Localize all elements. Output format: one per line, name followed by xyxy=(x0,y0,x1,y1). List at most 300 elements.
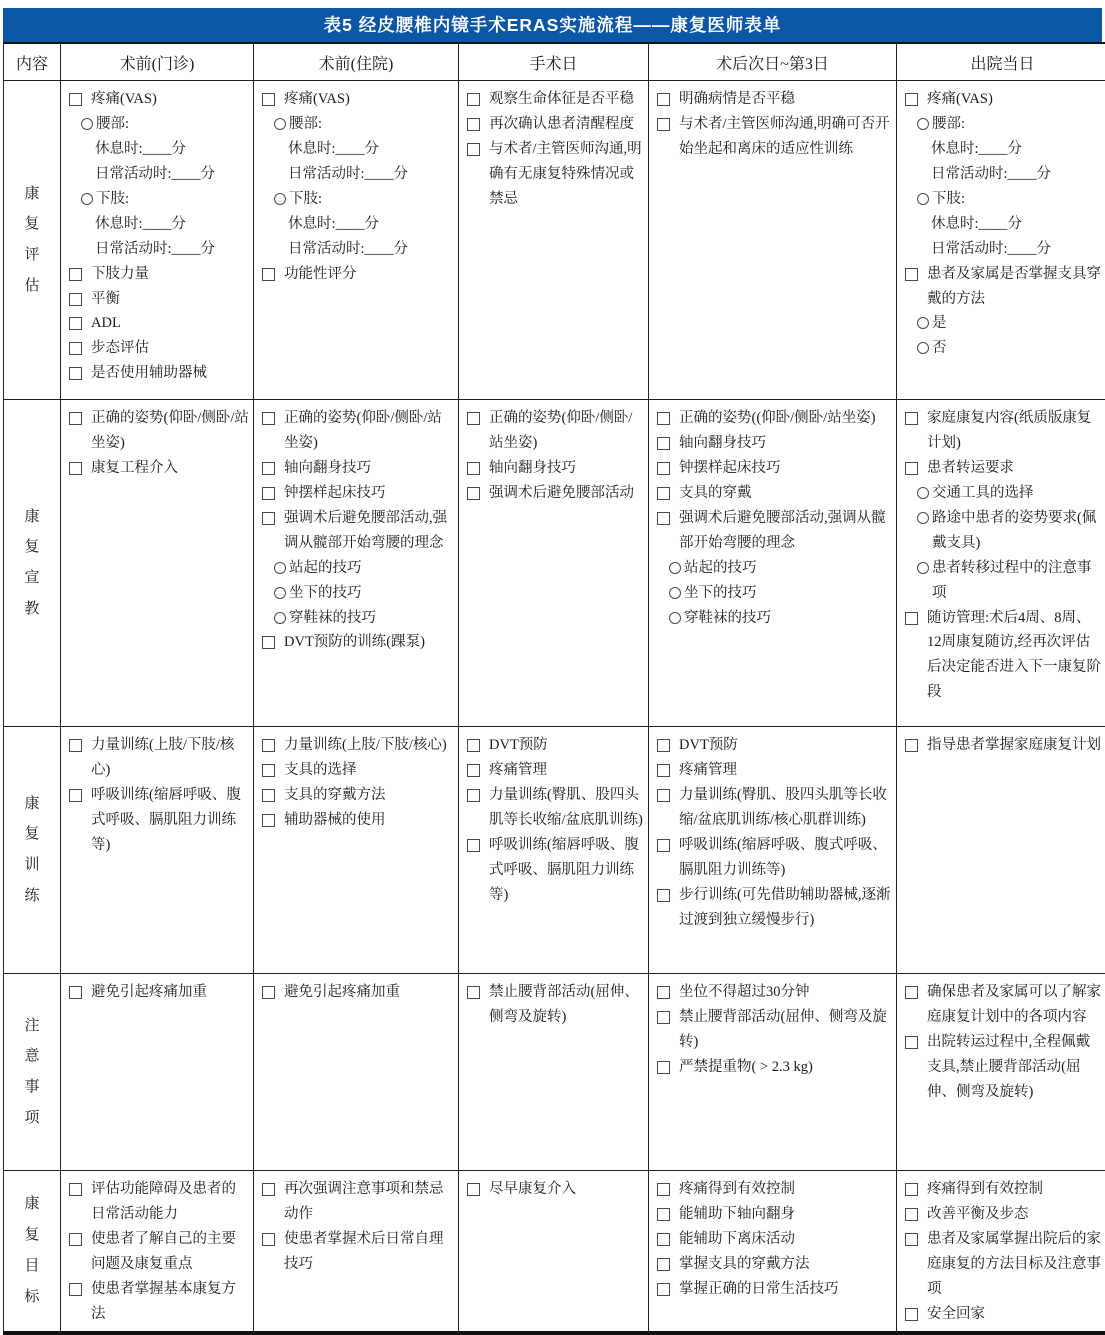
empty-checkbox-icon xyxy=(905,1308,918,1321)
empty-radio-circle-icon xyxy=(669,562,681,574)
list-item xyxy=(68,336,249,361)
empty-checkbox-icon xyxy=(69,462,82,475)
empty-checkbox-icon xyxy=(262,739,275,752)
item-text: 坐下的技巧 xyxy=(684,581,757,606)
empty-checkbox-icon xyxy=(262,1183,275,1196)
empty-checkbox-icon xyxy=(69,412,82,425)
item-text: 禁止腰背部活动(屈伸、侧弯及旋转) xyxy=(679,1005,892,1055)
item-text: 疼痛管理 xyxy=(489,758,547,783)
list-item xyxy=(656,406,892,431)
empty-checkbox-icon xyxy=(905,1233,918,1246)
item-text: 钟摆样起床技巧 xyxy=(679,456,781,481)
empty-checkbox-icon xyxy=(657,462,670,475)
empty-checkbox-icon xyxy=(657,986,670,999)
cell-r1-c3 xyxy=(649,400,897,727)
item-text: 站起的技巧 xyxy=(289,556,362,581)
list-item xyxy=(904,506,1104,556)
item-text: 下肢: xyxy=(932,187,965,212)
item-text: 正确的姿势(仰卧/侧卧/站坐姿) xyxy=(284,406,454,456)
row-label-4 xyxy=(4,1171,61,1333)
list-item xyxy=(656,833,892,883)
empty-checkbox-icon xyxy=(657,1258,670,1271)
table-title: 表5 经皮腰椎内镜手术ERAS实施流程——康复医师表单 xyxy=(3,8,1102,42)
list-item xyxy=(261,1227,454,1277)
empty-radio-circle-icon xyxy=(917,487,929,499)
empty-checkbox-icon xyxy=(69,317,82,330)
item-text: 腰部: xyxy=(96,112,129,137)
cell-r1-c2 xyxy=(459,400,649,727)
item-text: 日常活动时:____分 xyxy=(95,237,249,262)
item-text: 患者及家属是否掌握支具穿戴的方法 xyxy=(927,262,1104,312)
item-text: 休息时:____分 xyxy=(95,212,249,237)
row-label-0 xyxy=(4,81,61,400)
cell-r4-c3 xyxy=(649,1171,897,1333)
item-text: 平衡 xyxy=(91,287,120,312)
cell-r2-c3 xyxy=(649,727,897,974)
item-text: 与术者/主管医师沟通,明确可否开始坐起和离床的适应性训练 xyxy=(679,112,892,162)
empty-radio-circle-icon xyxy=(81,118,93,130)
item-text: 正确的姿势(仰卧/侧卧/站坐姿) xyxy=(91,406,249,456)
list-item xyxy=(68,733,249,783)
list-item xyxy=(904,336,1104,361)
empty-radio-circle-icon xyxy=(81,193,93,205)
table-row xyxy=(4,81,1105,400)
empty-checkbox-icon xyxy=(262,789,275,802)
list-item xyxy=(656,1227,892,1252)
list-item xyxy=(656,506,892,556)
list-item xyxy=(656,1252,892,1277)
item-text: 使患者了解自己的主要问题及康复重点 xyxy=(91,1227,249,1277)
cell-r0-c4 xyxy=(897,81,1105,400)
cell-r2-c2 xyxy=(459,727,649,974)
empty-checkbox-icon xyxy=(69,268,82,281)
item-text: 疼痛得到有效控制 xyxy=(927,1177,1043,1202)
list-item xyxy=(261,481,454,506)
empty-checkbox-icon xyxy=(467,412,480,425)
list-item xyxy=(261,87,454,112)
empty-checkbox-icon xyxy=(905,93,918,106)
item-text: 患者及家属掌握出院后的家庭康复的方法目标及注意事项 xyxy=(927,1227,1104,1302)
list-item xyxy=(261,406,454,456)
list-item xyxy=(68,287,249,312)
empty-checkbox-icon xyxy=(467,462,480,475)
item-text: 支具的穿戴 xyxy=(679,481,752,506)
item-text: 呼吸训练(缩唇呼吸、腹式呼吸、膈肌阻力训练等) xyxy=(91,783,249,858)
empty-checkbox-icon xyxy=(657,889,670,902)
cell-r4-c2 xyxy=(459,1171,649,1333)
header-row xyxy=(4,43,1105,81)
cell-r0-c2 xyxy=(459,81,649,400)
item-text: 强调术后避免腰部活动,强调从髋部开始弯腰的理念 xyxy=(284,506,454,556)
row-label-text: 康复训练 xyxy=(24,789,41,912)
item-text: 与术者/主管医师沟通,明确有无康复特殊情况或禁忌 xyxy=(489,137,644,212)
empty-checkbox-icon xyxy=(905,1036,918,1049)
list-item xyxy=(68,783,249,858)
item-text: 钟摆样起床技巧 xyxy=(284,481,386,506)
item-text: 呼吸训练(缩唇呼吸、腹式呼吸、膈肌阻力训练等) xyxy=(679,833,892,883)
item-text: 改善平衡及步态 xyxy=(927,1202,1029,1227)
item-text: 休息时:____分 xyxy=(95,137,249,162)
empty-radio-circle-icon xyxy=(917,342,929,354)
column-header-1: 术前(门诊) xyxy=(61,43,254,81)
column-header-3: 手术日 xyxy=(459,43,649,81)
list-item xyxy=(261,581,454,606)
empty-checkbox-icon xyxy=(657,412,670,425)
item-text: DVT预防 xyxy=(489,733,548,758)
item-text: 步态评估 xyxy=(91,336,149,361)
column-header-4: 术后次日~第3日 xyxy=(649,43,897,81)
empty-checkbox-icon xyxy=(262,487,275,500)
empty-checkbox-icon xyxy=(69,1183,82,1196)
empty-checkbox-icon xyxy=(905,412,918,425)
empty-checkbox-icon xyxy=(657,1283,670,1296)
list-item xyxy=(68,187,249,212)
cell-r3-c2 xyxy=(459,974,649,1171)
item-text: 否 xyxy=(932,336,947,361)
list-item xyxy=(904,112,1104,137)
item-text: 休息时:____分 xyxy=(931,137,1104,162)
cell-r4-c1 xyxy=(254,1171,459,1333)
empty-checkbox-icon xyxy=(69,93,82,106)
row-label-2 xyxy=(4,727,61,974)
empty-checkbox-icon xyxy=(657,512,670,525)
item-text: 患者转运要求 xyxy=(927,456,1014,481)
cell-r2-c0 xyxy=(61,727,254,974)
list-item xyxy=(904,556,1104,606)
item-text: 下肢力量 xyxy=(91,262,149,287)
item-text: 休息时:____分 xyxy=(288,212,454,237)
item-text: 正确的姿势(仰卧/侧卧/站坐姿) xyxy=(489,406,644,456)
cell-r1-c1 xyxy=(254,400,459,727)
list-item xyxy=(904,406,1104,456)
row-label-1 xyxy=(4,400,61,727)
item-text: 下肢: xyxy=(289,187,322,212)
empty-checkbox-icon xyxy=(467,143,480,156)
list-item xyxy=(68,262,249,287)
item-text: 轴向翻身技巧 xyxy=(284,456,371,481)
cell-r2-c1 xyxy=(254,727,459,974)
list-item xyxy=(261,137,454,162)
item-text: 休息时:____分 xyxy=(931,212,1104,237)
list-item xyxy=(261,237,454,262)
list-item xyxy=(904,1202,1104,1227)
empty-checkbox-icon xyxy=(905,462,918,475)
cell-r3-c4 xyxy=(897,974,1105,1171)
empty-checkbox-icon xyxy=(657,839,670,852)
list-item xyxy=(68,1227,249,1277)
list-item xyxy=(261,112,454,137)
list-item xyxy=(68,162,249,187)
list-item xyxy=(68,237,249,262)
list-item xyxy=(656,581,892,606)
item-text: DVT预防的训练(踝泵) xyxy=(284,630,425,655)
item-text: 康复工程介入 xyxy=(91,456,178,481)
empty-checkbox-icon xyxy=(657,1183,670,1196)
empty-checkbox-icon xyxy=(657,93,670,106)
item-text: 路途中患者的姿势要求(佩戴支具) xyxy=(932,506,1104,556)
item-text: 尽早康复介入 xyxy=(489,1177,576,1202)
item-text: 安全回家 xyxy=(927,1302,985,1327)
list-item xyxy=(466,87,644,112)
table-row xyxy=(4,727,1105,974)
item-text: 疼痛(VAS) xyxy=(91,87,157,112)
item-text: 步行训练(可先借助辅助器械,逐渐过渡到独立缓慢步行) xyxy=(679,883,892,933)
empty-checkbox-icon xyxy=(69,1233,82,1246)
column-header-5: 出院当日 xyxy=(897,43,1105,81)
list-item xyxy=(904,980,1104,1030)
empty-radio-circle-icon xyxy=(917,118,929,130)
item-text: 使患者掌握术后日常自理技巧 xyxy=(284,1227,454,1277)
list-item xyxy=(656,481,892,506)
list-item xyxy=(466,783,644,833)
list-item xyxy=(904,1227,1104,1302)
item-text: 力量训练(上肢/下肢/核心) xyxy=(284,733,447,758)
list-item xyxy=(261,262,454,287)
empty-radio-circle-icon xyxy=(274,118,286,130)
empty-radio-circle-icon xyxy=(669,612,681,624)
list-item xyxy=(466,137,644,212)
list-item xyxy=(68,456,249,481)
item-text: 正确的姿势((仰卧/侧卧/站坐姿) xyxy=(679,406,876,431)
empty-checkbox-icon xyxy=(467,118,480,131)
empty-checkbox-icon xyxy=(262,512,275,525)
table-body xyxy=(4,81,1105,1333)
item-text: DVT预防 xyxy=(679,733,738,758)
list-item xyxy=(656,87,892,112)
list-item xyxy=(68,361,249,386)
empty-checkbox-icon xyxy=(69,739,82,752)
eras-checklist-table xyxy=(3,42,1105,1335)
list-item xyxy=(904,606,1104,706)
empty-radio-circle-icon xyxy=(917,193,929,205)
list-item xyxy=(68,311,249,336)
empty-checkbox-icon xyxy=(262,986,275,999)
list-item xyxy=(904,137,1104,162)
item-text: 严禁提重物( > 2.3 kg) xyxy=(679,1055,813,1080)
item-text: 明确病情是否平稳 xyxy=(679,87,795,112)
empty-checkbox-icon xyxy=(657,487,670,500)
item-text: 日常活动时:____分 xyxy=(95,162,249,187)
item-text: 出院转运过程中,全程佩戴支具,禁止腰背部活动(屈伸、侧弯及旋转) xyxy=(927,1030,1104,1105)
item-text: 力量训练(上肢/下肢/核心) xyxy=(91,733,249,783)
item-text: 交通工具的选择 xyxy=(932,481,1034,506)
item-text: 指导患者掌握家庭康复计划 xyxy=(927,733,1101,758)
item-text: 疼痛(VAS) xyxy=(927,87,993,112)
column-header-0: 内容 xyxy=(4,43,61,81)
empty-radio-circle-icon xyxy=(274,612,286,624)
empty-checkbox-icon xyxy=(467,1183,480,1196)
cell-r3-c0 xyxy=(61,974,254,1171)
cell-r2-c4 xyxy=(897,727,1105,974)
row-label-3 xyxy=(4,974,61,1171)
column-header-2: 术前(住院) xyxy=(254,43,459,81)
list-item xyxy=(68,137,249,162)
item-text: 避免引起疼痛加重 xyxy=(91,980,207,1005)
item-text: 呼吸训练(缩唇呼吸、腹式呼吸、膈肌阻力训练等) xyxy=(489,833,644,908)
list-item xyxy=(656,1005,892,1055)
item-text: 休息时:____分 xyxy=(288,137,454,162)
row-label-text: 康复评估 xyxy=(24,179,41,302)
empty-checkbox-icon xyxy=(69,1283,82,1296)
list-item xyxy=(261,808,454,833)
list-item xyxy=(68,406,249,456)
row-label-text: 康复目标 xyxy=(24,1189,41,1312)
table-row xyxy=(4,974,1105,1171)
list-item xyxy=(656,783,892,833)
list-item xyxy=(261,212,454,237)
list-item xyxy=(904,262,1104,312)
empty-radio-circle-icon xyxy=(274,587,286,599)
item-text: 功能性评分 xyxy=(284,262,357,287)
list-item xyxy=(261,758,454,783)
empty-checkbox-icon xyxy=(905,1183,918,1196)
list-item xyxy=(466,481,644,506)
table-row xyxy=(4,400,1105,727)
list-item xyxy=(466,833,644,908)
list-item xyxy=(656,606,892,631)
item-text: 患者转移过程中的注意事项 xyxy=(932,556,1104,606)
list-item xyxy=(904,1177,1104,1202)
empty-checkbox-icon xyxy=(657,1061,670,1074)
item-text: 掌握支具的穿戴方法 xyxy=(679,1252,810,1277)
empty-checkbox-icon xyxy=(657,1233,670,1246)
cell-r0-c1 xyxy=(254,81,459,400)
list-item xyxy=(656,1277,892,1302)
list-item xyxy=(68,87,249,112)
row-label-text: 康复宣教 xyxy=(24,502,41,625)
empty-checkbox-icon xyxy=(905,1208,918,1221)
item-text: 坐下的技巧 xyxy=(289,581,362,606)
list-item xyxy=(904,733,1104,758)
item-text: 日常活动时:____分 xyxy=(288,237,454,262)
empty-checkbox-icon xyxy=(262,268,275,281)
empty-checkbox-icon xyxy=(467,789,480,802)
empty-checkbox-icon xyxy=(69,986,82,999)
item-text: 使患者掌握基本康复方法 xyxy=(91,1277,249,1327)
empty-checkbox-icon xyxy=(905,268,918,281)
cell-r0-c0 xyxy=(61,81,254,400)
item-text: 辅助器械的使用 xyxy=(284,808,386,833)
empty-checkbox-icon xyxy=(467,739,480,752)
list-item xyxy=(261,630,454,655)
item-text: 力量训练(臀肌、股四头肌等长收缩/盆底肌训练) xyxy=(489,783,644,833)
empty-checkbox-icon xyxy=(657,789,670,802)
table-row xyxy=(4,1171,1105,1333)
item-text: 是 xyxy=(932,311,947,336)
item-text: 再次强调注意事项和禁忌动作 xyxy=(284,1177,454,1227)
list-item xyxy=(656,1177,892,1202)
empty-checkbox-icon xyxy=(467,487,480,500)
empty-checkbox-icon xyxy=(905,612,918,625)
list-item xyxy=(261,187,454,212)
list-item xyxy=(656,883,892,933)
list-item xyxy=(466,733,644,758)
item-text: 腰部: xyxy=(289,112,322,137)
list-item xyxy=(656,980,892,1005)
empty-checkbox-icon xyxy=(657,1011,670,1024)
cell-r4-c4 xyxy=(897,1171,1105,1333)
list-item xyxy=(261,506,454,556)
item-text: 能辅助下轴向翻身 xyxy=(679,1202,795,1227)
empty-checkbox-icon xyxy=(467,93,480,106)
item-text: 观察生命体征是否平稳 xyxy=(489,87,634,112)
list-item xyxy=(656,758,892,783)
item-text: 疼痛管理 xyxy=(679,758,737,783)
empty-checkbox-icon xyxy=(905,986,918,999)
list-item xyxy=(68,112,249,137)
list-item xyxy=(261,733,454,758)
empty-checkbox-icon xyxy=(69,789,82,802)
cell-r3-c3 xyxy=(649,974,897,1171)
empty-checkbox-icon xyxy=(467,986,480,999)
empty-radio-circle-icon xyxy=(274,562,286,574)
list-item xyxy=(904,1030,1104,1105)
item-text: 确保患者及家属可以了解家庭康复计划中的各项内容 xyxy=(927,980,1104,1030)
empty-checkbox-icon xyxy=(262,462,275,475)
empty-radio-circle-icon xyxy=(917,512,929,524)
empty-radio-circle-icon xyxy=(669,587,681,599)
empty-checkbox-icon xyxy=(262,93,275,106)
list-item xyxy=(656,733,892,758)
item-text: 疼痛(VAS) xyxy=(284,87,350,112)
list-item xyxy=(904,187,1104,212)
empty-checkbox-icon xyxy=(262,636,275,649)
list-item xyxy=(68,212,249,237)
item-text: 下肢: xyxy=(96,187,129,212)
item-text: 日常活动时:____分 xyxy=(288,162,454,187)
list-item xyxy=(656,556,892,581)
item-text: 避免引起疼痛加重 xyxy=(284,980,400,1005)
empty-checkbox-icon xyxy=(657,739,670,752)
list-item xyxy=(904,87,1104,112)
item-text: 轴向翻身技巧 xyxy=(489,456,576,481)
list-item xyxy=(68,1177,249,1227)
item-text: 穿鞋袜的技巧 xyxy=(684,606,771,631)
list-item xyxy=(904,1302,1104,1327)
item-text: 随访管理:术后4周、8周、12周康复随访,经再次评估后决定能否进入下一康复阶段 xyxy=(927,606,1104,706)
empty-checkbox-icon xyxy=(905,739,918,752)
list-item xyxy=(904,237,1104,262)
item-text: 强调术后避免腰部活动,强调从髋部开始弯腰的理念 xyxy=(679,506,892,556)
empty-checkbox-icon xyxy=(657,764,670,777)
list-item xyxy=(904,481,1104,506)
empty-radio-circle-icon xyxy=(917,562,929,574)
list-item xyxy=(904,311,1104,336)
empty-checkbox-icon xyxy=(657,118,670,131)
item-text: 强调术后避免腰部活动 xyxy=(489,481,634,506)
list-item xyxy=(261,606,454,631)
list-item xyxy=(466,1177,644,1202)
list-item xyxy=(261,456,454,481)
table-header xyxy=(4,43,1105,81)
cell-r3-c1 xyxy=(254,974,459,1171)
empty-radio-circle-icon xyxy=(917,317,929,329)
list-item xyxy=(466,406,644,456)
empty-checkbox-icon xyxy=(69,367,82,380)
item-text: ADL xyxy=(91,311,121,336)
list-item xyxy=(261,1177,454,1227)
item-text: 轴向翻身技巧 xyxy=(679,431,766,456)
cell-r1-c4 xyxy=(897,400,1105,727)
empty-checkbox-icon xyxy=(262,1233,275,1246)
cell-r1-c0 xyxy=(61,400,254,727)
item-text: 是否使用辅助器械 xyxy=(91,361,207,386)
item-text: 力量训练(臀肌、股四头肌等长收缩/盆底肌训练/核心肌群训练) xyxy=(679,783,892,833)
item-text: 站起的技巧 xyxy=(684,556,757,581)
list-item xyxy=(904,456,1104,481)
item-text: 禁止腰背部活动(屈伸、侧弯及旋转) xyxy=(489,980,644,1030)
item-text: 能辅助下离床活动 xyxy=(679,1227,795,1252)
